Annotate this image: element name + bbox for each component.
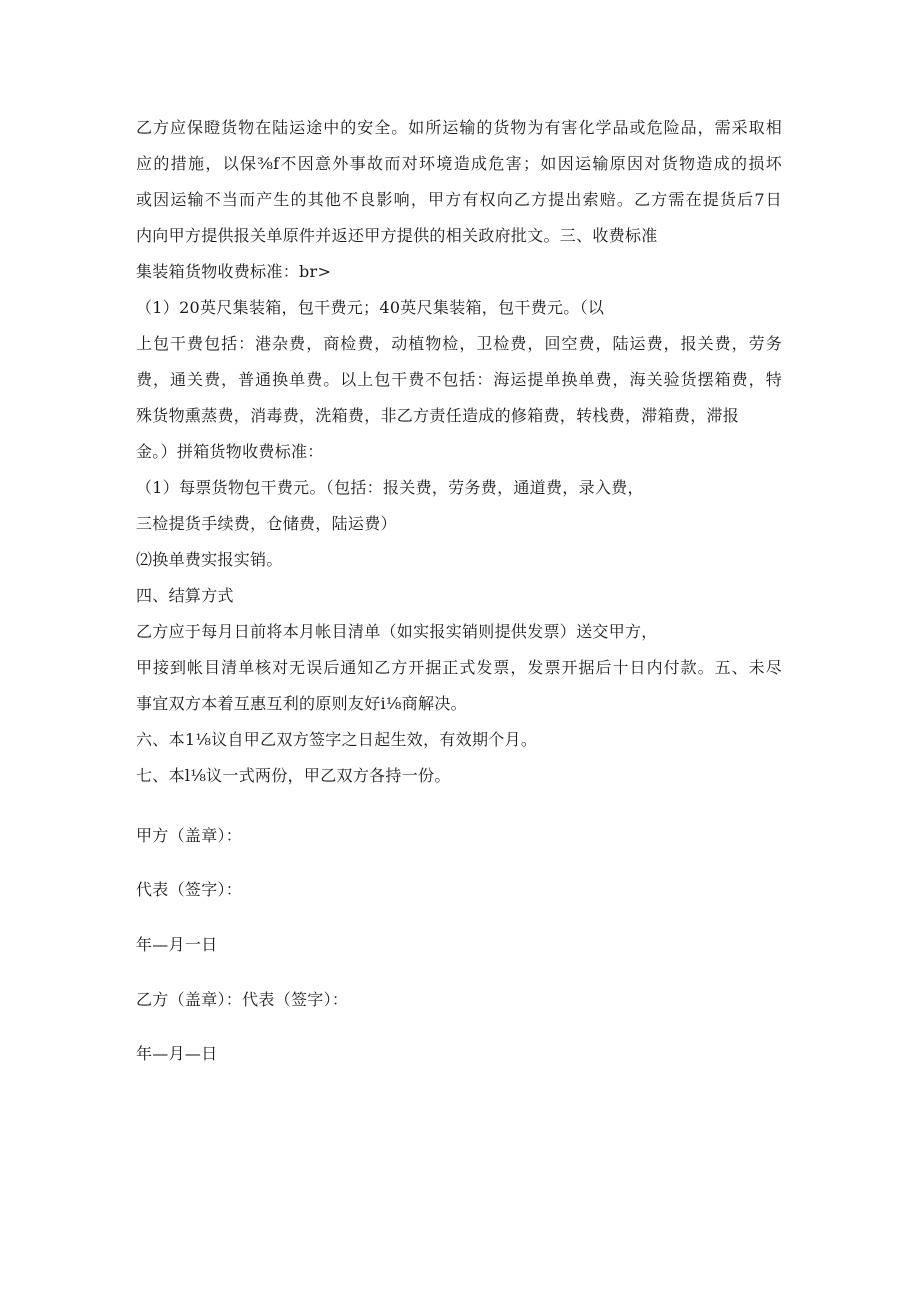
body-line: 六、本1⅛议自甲乙双方签字之日起生效，有效期个月。 <box>136 730 538 749</box>
section-heading: 四、结算方式 <box>136 586 234 605</box>
body-line: 费，通关费，普通换单费。以上包干费不包括：海运提单换单费，海关验货摆箱费，特 <box>136 370 782 389</box>
body-line: 甲接到帐目清单核对无误后通知乙方开据正式发票，发票开据后十日内付款。五、未尽 <box>136 658 782 677</box>
body-line: 乙方应保瞪货物在陆运途中的安全。如所运输的货物为有害化学品或危险品，需采取相 <box>136 118 782 137</box>
body-line: 金。）拼箱货物收费标准： <box>136 442 324 461</box>
body-line: 七、本l⅛议一式两份，甲乙双方各持一份。 <box>136 766 451 785</box>
body-line: 乙方应于每月日前将本月帐目清单（如实报实销则提供发票）送交甲方， <box>136 622 658 641</box>
party-a-seal-label: 甲方（盖章）： <box>136 826 243 845</box>
body-line: 应的措施，以保⅜f不因意外事故而对环境造成危害；如因运输原因对货物造成的损坏 <box>136 154 782 173</box>
body-line: （1）20英尺集装箱，包干费元；40英尺集装箱，包干费元。（以 <box>136 298 605 317</box>
body-line: 三检提货手续费，仓储费，陆运费） <box>136 514 397 533</box>
body-line: 内向甲方提供报关单原件并返还甲方提供的相关政府批文。三、收费标准 <box>136 226 658 245</box>
party-b-seal-representative-label: 乙方（盖章）：代表（签字）： <box>136 990 349 1009</box>
body-line: （1）每票货物包干费元。（包括：报关费，劳务费，通道费，录入费， <box>136 478 644 497</box>
body-line: 上包干费包括：港杂费，商检费，动植物检，卫检费，回空费，陆运费，报关费，劳务 <box>136 334 782 353</box>
body-line: 殊货物熏蒸费，消毒费，洗箱费，非乙方责任造成的修箱费，转栈费，滞箱费，滞报 <box>136 406 740 425</box>
party-b-date: 年—月—日 <box>136 1044 218 1063</box>
body-line: ⑵换单费实报实销。 <box>136 550 283 569</box>
party-a-representative-label: 代表（签字）： <box>136 880 243 899</box>
body-line: 集装箱货物收费标准：br> <box>136 262 332 281</box>
party-a-date: 年—月一日 <box>136 935 218 954</box>
body-line: 事宜双方本着互惠互利的原则友好i⅛商解决。 <box>136 694 467 713</box>
body-line: 或因运输不当而产生的其他不良影响，甲方有权向乙方提出索赔。乙方需在提货后7日 <box>136 190 782 209</box>
